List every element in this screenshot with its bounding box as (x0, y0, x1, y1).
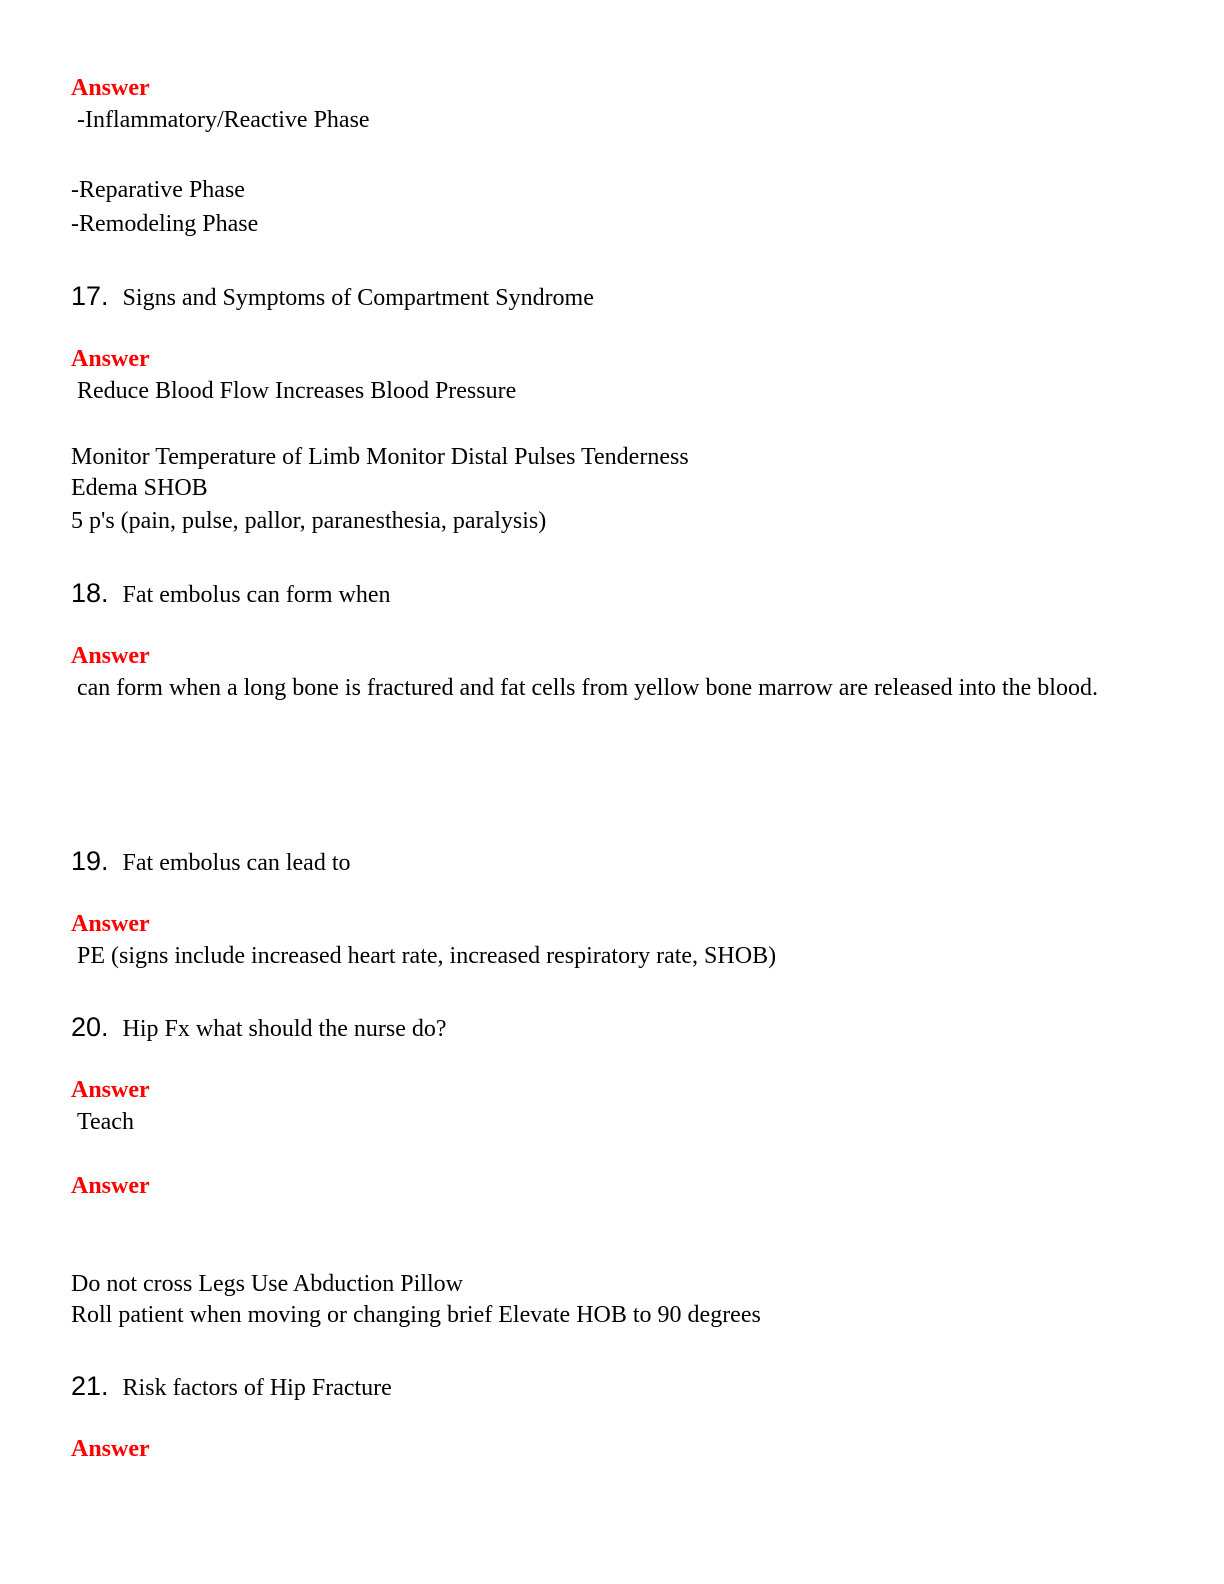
question-number: 20. (71, 1012, 109, 1042)
question-number: 19. (71, 846, 109, 876)
answer-line: Roll patient when moving or changing brief Elevate HOB to 90 degrees (71, 1302, 761, 1328)
question-17 (71, 280, 594, 314)
answer-line: -Inflammatory/Reactive Phase (77, 107, 370, 133)
question-text: Fat embolus can form when (122, 582, 391, 608)
answer-line: Reduce Blood Flow Increases Blood Pressure (77, 378, 517, 404)
question-21 (71, 1370, 392, 1404)
answer-label: Answer (71, 1173, 150, 1199)
answer-line: -Reparative Phase (71, 177, 245, 203)
answer-line: -Remodeling Phase (71, 211, 259, 237)
answer-label: Answer (71, 1077, 150, 1103)
question-number: 17. (71, 281, 109, 311)
answer-line: Do not cross Legs Use Abduction Pillow (71, 1271, 463, 1297)
answer-line: Teach (77, 1109, 134, 1135)
question-text: Hip Fx what should the nurse do? (122, 1016, 447, 1042)
answer-label: Answer (71, 75, 150, 101)
answer-paragraph: can form when a long bone is fractured and fat cells from yellow bone marrow are released into the blood. (77, 675, 1098, 701)
question-20 (71, 1011, 447, 1045)
answer-line: Monitor Temperature of Limb Monitor Distal Pulses Tenderness (71, 444, 689, 470)
question-number: 18. (71, 578, 109, 608)
answer-label: Answer (71, 1436, 150, 1462)
answer-line: 5 p's (pain, pulse, pallor, paranesthesia, paralysis) (71, 508, 547, 534)
answer-line: Edema SHOB (71, 475, 208, 501)
answer-line: PE (signs include increased heart rate, increased respiratory rate, SHOB) (77, 943, 777, 969)
question-text: Risk factors of Hip Fracture (122, 1375, 392, 1401)
question-18 (71, 577, 390, 611)
question-number: 21. (71, 1371, 109, 1401)
question-text: Fat embolus can lead to (122, 850, 351, 876)
question-19 (71, 845, 351, 879)
answer-label: Answer (71, 911, 150, 937)
answer-label: Answer (71, 346, 150, 372)
question-text: Signs and Symptoms of Compartment Syndrome (122, 285, 594, 311)
answer-label: Answer (71, 643, 150, 669)
